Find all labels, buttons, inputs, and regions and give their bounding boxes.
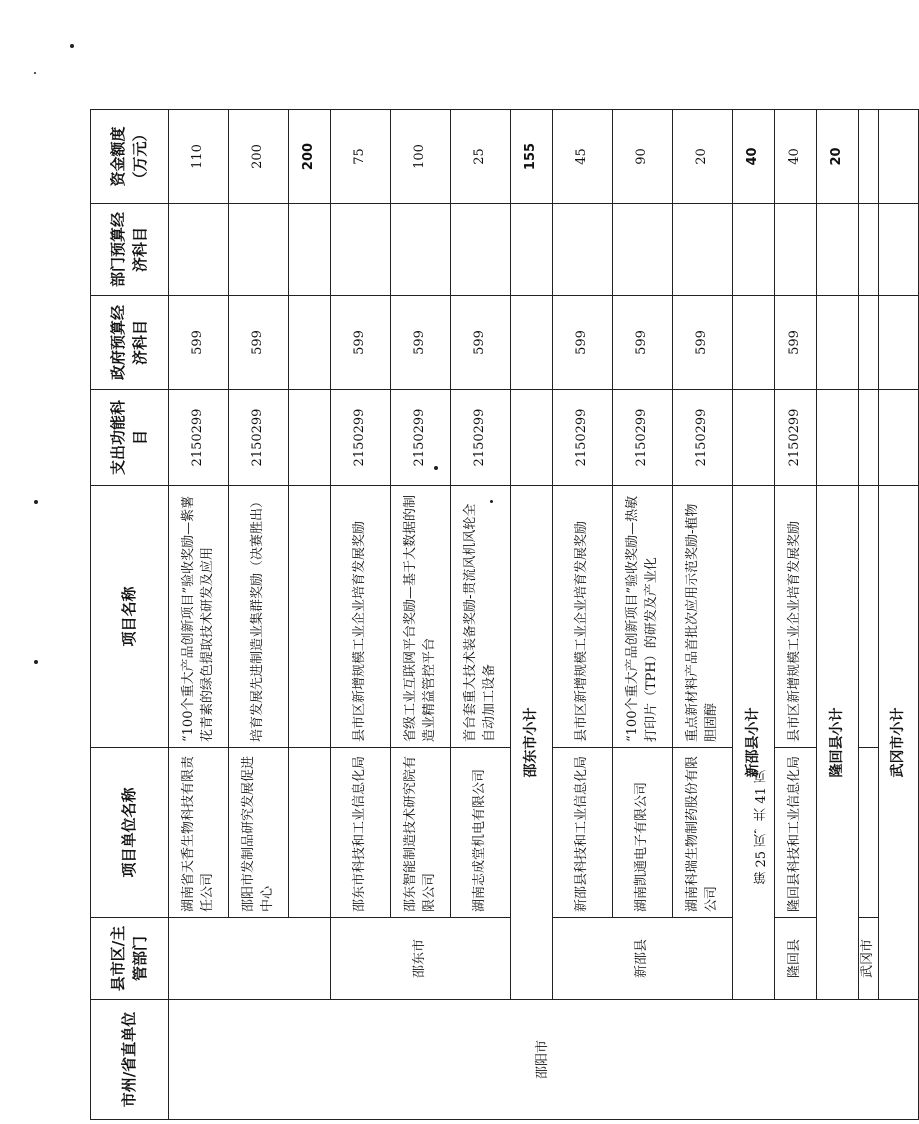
table-row — [331, 110, 391, 1120]
dept-cell — [817, 204, 859, 296]
gov-cell: 599 — [331, 296, 391, 390]
subtotal-label: 隆回县小计 — [817, 486, 859, 1000]
func-cell: 2150299 — [613, 390, 673, 486]
subtotal-amount: 200 — [289, 110, 331, 204]
project-cell: 重点新材料产品首批次应用示范奖励-植物胆固醇 — [673, 486, 733, 748]
subtotal-label: 新邵县小计 — [733, 486, 775, 1000]
project-cell: 省级工业互联网平台奖励—基于大数据的制造业精益管控平台 — [391, 486, 451, 748]
subtotal-amount — [878, 110, 918, 204]
table-row — [553, 110, 613, 1120]
project-cell: 县市区新增规模工业企业培育发展奖励 — [553, 486, 613, 748]
header-func: 支出功能科目 — [91, 390, 169, 486]
dept-cell — [451, 204, 511, 296]
unit-cell — [289, 748, 331, 918]
func-cell — [878, 390, 918, 486]
func-cell — [289, 390, 331, 486]
subtotal-row — [878, 110, 918, 1120]
func-cell: 2150299 — [169, 390, 229, 486]
amount-cell: 90 — [613, 110, 673, 204]
project-cell: 县市区新增规模工业企业培育发展奖励 — [775, 486, 817, 748]
header-county: 县市区/主管部门 — [91, 918, 169, 1000]
func-cell: 2150299 — [451, 390, 511, 486]
table-row-cut — [859, 110, 879, 1120]
dept-cell — [229, 204, 289, 296]
table-row — [775, 110, 817, 1120]
dept-cell — [613, 204, 673, 296]
amount-cell: 75 — [331, 110, 391, 204]
subtotal-row — [733, 110, 775, 1120]
project-cell: 培育发展先进制造业集群奖励（决赛胜出） — [229, 486, 289, 748]
unit-cell: 邵阳市发制品研究发展促进中心 — [229, 748, 289, 918]
dept-cell — [169, 204, 229, 296]
gov-cell: 599 — [673, 296, 733, 390]
header-dept: 部门预算经济科目 — [91, 204, 169, 296]
gov-cell: 599 — [169, 296, 229, 390]
scan-speck — [34, 72, 36, 74]
func-cell: 2150299 — [391, 390, 451, 486]
dept-cell — [553, 204, 613, 296]
gov-cell: 599 — [451, 296, 511, 390]
dept-cell — [673, 204, 733, 296]
dept-cell — [391, 204, 451, 296]
gov-cell: 599 — [391, 296, 451, 390]
unit-cell: 邵东市科技和工业信息化局 — [331, 748, 391, 918]
city-cell: 邵阳市 — [169, 1000, 919, 1120]
scan-speck — [34, 660, 38, 664]
county-cell: 隆回县 — [775, 918, 817, 1000]
amount-cell: 200 — [229, 110, 289, 204]
unit-cell: 隆回县科技和工业信息化局 — [775, 748, 817, 918]
unit-cell: 湖南科瑞生物制药股份有限公司 — [673, 748, 733, 918]
header-project: 项目名称 — [91, 486, 169, 748]
page-footer: 第 25 页，共 41 页 — [754, 770, 769, 885]
dept-cell — [289, 204, 331, 296]
table-row — [169, 110, 229, 1120]
dept-cell — [878, 204, 918, 296]
county-cell: 新邵县 — [553, 918, 733, 1000]
subtotal-label: 邵东市小计 — [511, 486, 553, 1000]
dept-cell — [859, 204, 879, 296]
gov-cell — [511, 296, 553, 390]
gov-cell — [817, 296, 859, 390]
amount-cell: 25 — [451, 110, 511, 204]
scan-speck — [34, 500, 38, 504]
subtotal-amount: 20 — [817, 110, 859, 204]
func-cell — [733, 390, 775, 486]
subtotal-amount: 155 — [511, 110, 553, 204]
header-amount: 资金额度（万元） — [91, 110, 169, 204]
subtotal-row — [817, 110, 859, 1120]
county-cut-text: 武冈市 — [860, 939, 875, 979]
project-cell: 首台套重大技术装备奖励-贯流风机风轮全自动加工设备 — [451, 486, 511, 748]
project-cell — [859, 486, 879, 748]
gov-cell: 599 — [775, 296, 817, 390]
func-cell: 2150299 — [229, 390, 289, 486]
county-cell — [859, 918, 879, 1000]
gov-cell: 599 — [553, 296, 613, 390]
rotated-table-sheet — [90, 110, 907, 1120]
func-cell — [817, 390, 859, 486]
header-unit: 项目单位名称 — [91, 748, 169, 918]
unit-cell: 湖南志成堂机电有限公司 — [451, 748, 511, 918]
dept-cell — [733, 204, 775, 296]
gov-cell — [289, 296, 331, 390]
dept-cell — [331, 204, 391, 296]
project-cell: “100个重大产品创新项目”验收奖励—紫薯花青素的绿色提取技术研发及应用 — [169, 486, 229, 748]
amount-cell: 40 — [775, 110, 817, 204]
func-cell: 2150299 — [775, 390, 817, 486]
project-cell: 县市区新增规模工业企业培育发展奖励 — [331, 486, 391, 748]
project-cell: “100个重大产品创新项目”验收奖励—热敏打印片（TPH）的研发及产业化 — [613, 486, 673, 748]
county-cell: 邵东市 — [331, 918, 511, 1000]
subtotal-amount: 40 — [733, 110, 775, 204]
subtotal-row — [511, 110, 553, 1120]
amount-cell — [859, 110, 879, 204]
unit-cell: 湖南凯通电子有限公司 — [613, 748, 673, 918]
county-cell — [169, 918, 331, 1000]
gov-cell — [859, 296, 879, 390]
func-cell: 2150299 — [553, 390, 613, 486]
amount-cell: 100 — [391, 110, 451, 204]
unit-cell: 邵东智能制造技术研究院有限公司 — [391, 748, 451, 918]
subtotal-label: 武冈市小计 — [878, 486, 918, 1000]
unit-cell: 湖南省天香生物科技有限责任公司 — [169, 748, 229, 918]
gov-cell — [733, 296, 775, 390]
header-city: 市州/省直单位 — [91, 1000, 169, 1120]
gov-cell: 599 — [229, 296, 289, 390]
scan-speck — [70, 44, 74, 48]
func-cell: 2150299 — [331, 390, 391, 486]
project-cell — [289, 486, 331, 748]
dept-cell — [511, 204, 553, 296]
amount-cell: 20 — [673, 110, 733, 204]
func-cell: 2150299 — [673, 390, 733, 486]
unit-cell — [859, 748, 879, 918]
func-cell — [859, 390, 879, 486]
header-gov: 政府预算经济科目 — [91, 296, 169, 390]
header-row — [91, 110, 169, 1120]
funding-table — [90, 109, 919, 1120]
gov-cell: 599 — [613, 296, 673, 390]
gov-cell — [878, 296, 918, 390]
func-cell — [511, 390, 553, 486]
amount-cell: 45 — [553, 110, 613, 204]
unit-cell: 新邵县科技和工业信息化局 — [553, 748, 613, 918]
dept-cell — [775, 204, 817, 296]
amount-cell: 110 — [169, 110, 229, 204]
